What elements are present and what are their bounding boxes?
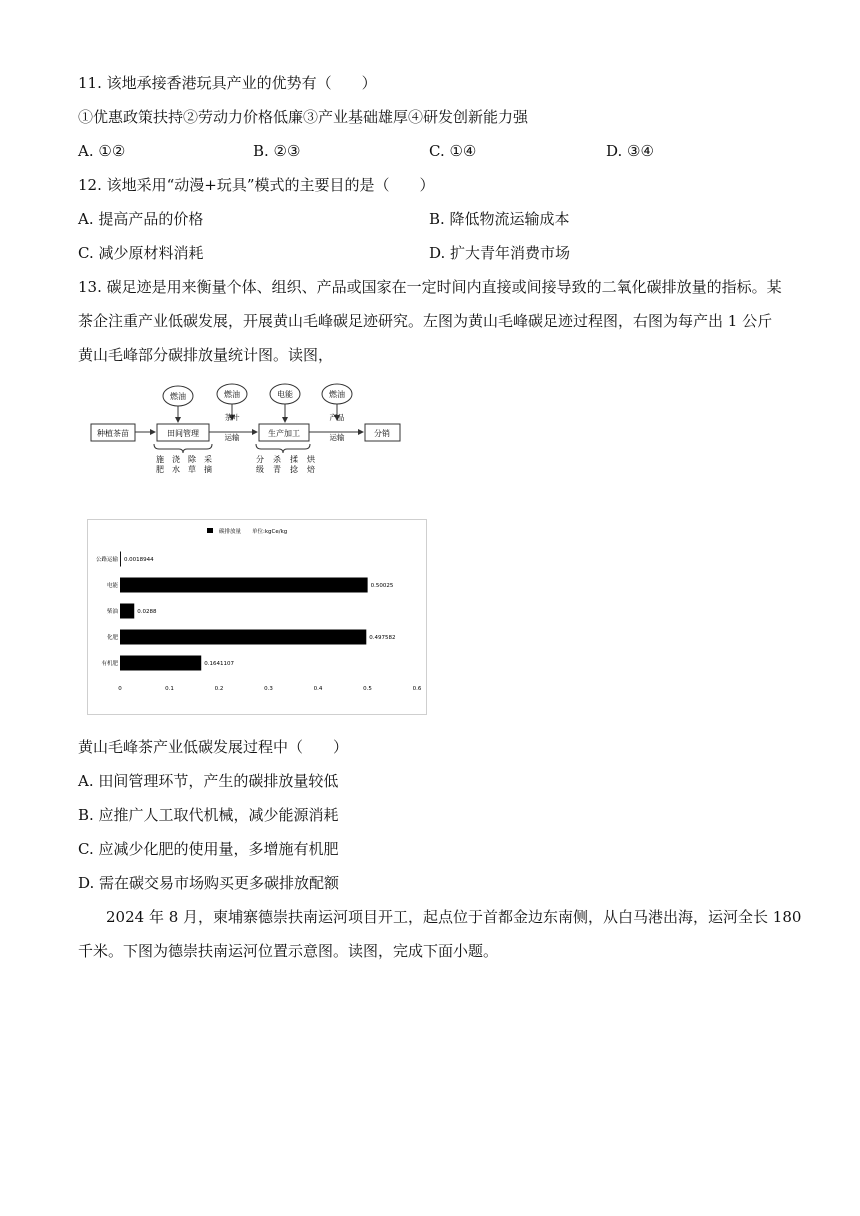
flow-box-label-1: 种植茶苗: [97, 429, 129, 438]
field-steps: [156, 454, 212, 474]
field-step-0-char-0: 施: [156, 455, 164, 464]
field-step-0-char-1: 肥: [156, 465, 164, 474]
q11-option-a: A. ①②: [78, 142, 126, 160]
x-tick-2: 0.2: [214, 686, 224, 692]
flow-input-1: 燃油: [170, 392, 186, 401]
flow-input-2: 燃油: [224, 390, 240, 399]
field-step-2-char-1: 草: [188, 465, 196, 474]
value-label-2: 0.0288: [137, 609, 157, 615]
q13-stem-line-2: 茶企注重产业低碳发展，开展黄山毛峰碳足迹研究。左图为黄山毛峰碳足迹过程图，右图为每产出 1 公斤: [78, 312, 773, 330]
q12-option-c: C. 减少原材料消耗: [78, 244, 204, 262]
process-step-2-char-0: 揉: [290, 455, 298, 464]
field-brace: [154, 444, 212, 453]
flow-transport-1-line-2: 运输: [224, 433, 240, 442]
flow-input-4: 燃油: [329, 390, 345, 399]
q12-option-b: B. 降低物流运输成本: [429, 210, 570, 228]
q12-stem: 12. 该地采用“动漫+玩具”模式的主要目的是（ ）: [78, 176, 435, 194]
flow-transport-2-line-2: 运输: [329, 433, 345, 442]
field-step-1-char-0: 浇: [172, 455, 180, 464]
q11-option-c: C. ①④: [429, 142, 477, 160]
bar-4: [120, 656, 201, 671]
q11-option-b: B. ②③: [253, 142, 301, 160]
q13-option-c: C. 应减少化肥的使用量，多增施有机肥: [78, 840, 339, 858]
value-label-0: 0.0018944: [123, 557, 154, 563]
carbon-footprint-flow-diagram: [88, 382, 428, 492]
legend-swatch: [207, 528, 213, 533]
value-label-3: 0.497582: [369, 635, 396, 641]
bar-2: [120, 604, 134, 619]
x-tick-6: 0.6: [412, 686, 422, 692]
q13-question: 黄山毛峰茶产业低碳发展过程中（ ）: [78, 738, 349, 756]
unit-label: 单位:kgCe/kg: [252, 529, 288, 535]
x-tick-1: 0.1: [165, 686, 174, 692]
passage-line-2: 千米。下图为德崇扶南运河位置示意图。读图，完成下面小题。: [78, 942, 499, 960]
process-steps: [256, 454, 316, 474]
x-tick-4: 0.4: [313, 686, 323, 692]
flow-box-label-2: 田间管理: [167, 429, 199, 438]
passage-line-1: 2024 年 8 月，柬埔寨德崇扶南运河项目开工，起点位于首都金边东南侧，从白马港出海，运河全长 180: [106, 908, 802, 926]
process-step-2-char-1: 捻: [290, 465, 298, 474]
process-step-0-char-0: 分: [256, 455, 264, 464]
value-label-4: 0.1641107: [204, 661, 234, 667]
q13-option-d: D. 需在碳交易市场购买更多碳排放配额: [78, 874, 340, 892]
flow-transport-1-line-1: 茶叶: [224, 413, 240, 422]
q12-option-d: D. 扩大青年消费市场: [429, 244, 571, 262]
process-step-1-char-0: 杀: [273, 455, 281, 464]
x-tick-3: 0.3: [264, 686, 273, 692]
bar-0: [120, 552, 121, 567]
flow-box-label-4: 分销: [374, 429, 390, 438]
bar-3: [120, 630, 366, 645]
process-brace: [256, 444, 310, 453]
category-label-4: 有机肥: [101, 661, 118, 667]
carbon-emission-chart-frame: [87, 519, 427, 715]
category-label-2: 柴油: [106, 609, 118, 615]
process-step-3-char-1: 焙: [307, 465, 315, 474]
x-tick-5: 0.5: [363, 686, 372, 692]
q13-option-a: A. 田间管理环节，产生的碳排放量较低: [78, 772, 339, 790]
category-label-1: 电能: [106, 583, 118, 589]
category-label-0: 公路运输: [95, 557, 118, 563]
flow-transport-2-line-1: 产品: [329, 413, 345, 422]
category-label-3: 化肥: [106, 635, 118, 641]
field-step-1-char-1: 水: [172, 465, 180, 474]
q12-option-a: A. 提高产品的价格: [78, 210, 204, 228]
legend-label: 碳排放量: [219, 529, 242, 535]
q13-stem-line-1: 13. 碳足迹是用来衡量个体、组织、产品或国家在一定时间内直接或间接导致的二氧化碳排放量的指标。某: [78, 278, 782, 296]
process-step-3-char-0: 烘: [307, 455, 315, 464]
value-label-1: 0.50025: [370, 583, 394, 589]
q11-option-d: D. ③④: [606, 142, 654, 160]
field-step-3-char-1: 摘: [204, 465, 212, 474]
q11-statements: ①优惠政策扶持②劳动力价格低廉③产业基础雄厚④研发创新能力强: [78, 108, 529, 126]
carbon-emission-bar-chart: [88, 520, 426, 714]
bar-1: [120, 578, 368, 593]
flow-input-3: 电能: [277, 390, 293, 399]
field-step-3-char-0: 采: [204, 455, 212, 464]
process-step-1-char-1: 青: [273, 465, 281, 474]
process-step-0-char-1: 级: [256, 465, 264, 474]
field-step-2-char-0: 除: [188, 455, 196, 464]
q11-stem: 11. 该地承接香港玩具产业的优势有（ ）: [78, 74, 377, 92]
q13-stem-line-3: 黄山毛峰部分碳排放量统计图。读图，: [78, 346, 334, 364]
q13-option-b: B. 应推广人工取代机械，减少能源消耗: [78, 806, 339, 824]
x-tick-0: 0: [118, 686, 122, 692]
flow-box-label-3: 生产加工: [268, 429, 300, 438]
